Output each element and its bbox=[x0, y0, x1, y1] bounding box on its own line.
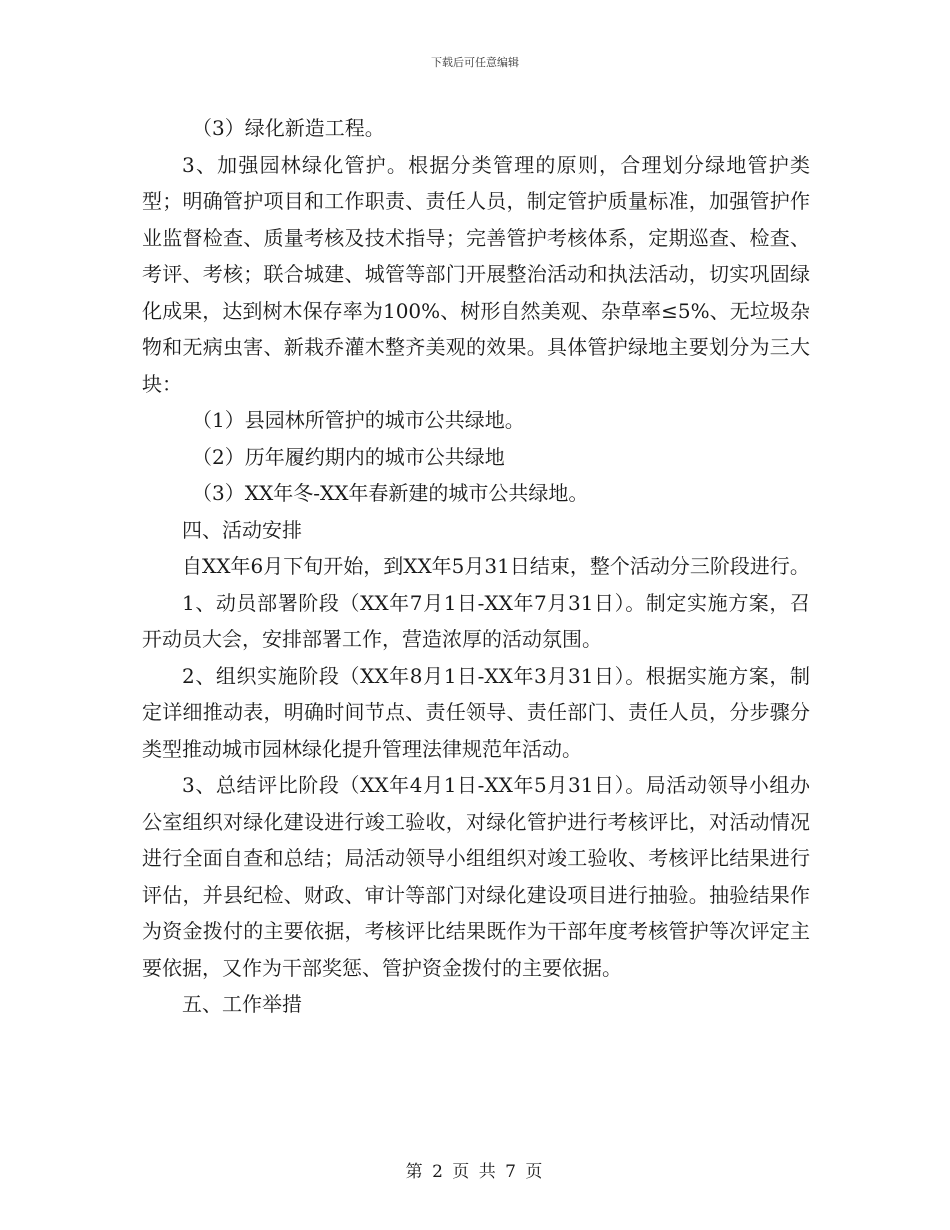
page-header: 下载后可任意编辑 bbox=[431, 56, 519, 69]
paragraph-stage-evaluation: 3、总结评比阶段（XX年4月1日-XX年5月31日）。局活动领导小组办公室组织对绿化建设进行竣工验收，对绿化管护进行考核评比，对活动情况进行全面自查和总结；局活动领导小组组织对竣工验收、考核评比结果进行评估，并县纪检、财政、审计等部门对绿化建设项目进行抽验。抽验结果作为资金拨付的主要依据，考核评比结果既作为干部年度考核管护等次评定主要依据，又作为干部奖惩、管护资金拨付的主要依据。 bbox=[142, 773, 810, 980]
paragraph-stage-mobilization: 1、动员部署阶段（XX年7月1日-XX年7月31日）。制定实施方案，召开动员大会，安排部署工作，营造浓厚的活动氛围。 bbox=[142, 590, 810, 651]
paragraph-stage-implementation: 2、组织实施阶段（XX年8月1日-XX年3月31日）。根据实施方案，制定详细推动表，明确时间节点、责任领导、责任部门、责任人员，分步骤分类型推动城市园林绿化提升管理法律规范年活动。 bbox=[142, 663, 810, 761]
heading-activity-schedule: 四、活动安排 bbox=[182, 517, 302, 542]
item-new-built-green: （3）XX年冬-XX年春新建的城市公共绿地。 bbox=[192, 481, 589, 505]
item-greening-new-project: （3）绿化新造工程。 bbox=[192, 116, 385, 140]
page-number: 第 2 页 共 7 页 bbox=[405, 1162, 545, 1182]
item-contract-period-green: （2）历年履约期内的城市公共绿地 bbox=[192, 444, 505, 469]
heading-work-measures: 五、工作举措 bbox=[182, 992, 302, 1016]
section-greening-maintenance: 3、加强园林绿化管护。根据分类管理的原则，合理划分绿地管护类型；明确管护项目和工作职责、责任人员，制定管护质量标准，加强管护作业监督检查、质量考核及技术指导；完善管护考核体系，定期巡查、检查、考评、考核；联合城建、城管等部门开展整治活动和执法活动，切实巩固绿化成果，达到树木保存率为100%、树形自然美观、杂草率≤5%、无垃圾杂物和无病虫害、新栽乔灌木整齐美观的效果。具体管护绿地主要划分为三大块： bbox=[142, 152, 810, 396]
document-body bbox=[142, 110, 810, 1023]
paragraph-activity-period: 自XX年6月下旬开始，到XX年5月31日结束，整个活动分三阶段进行。 bbox=[182, 554, 810, 578]
item-county-garden-green: （1）县园林所管护的城市公共绿地。 bbox=[192, 408, 525, 432]
